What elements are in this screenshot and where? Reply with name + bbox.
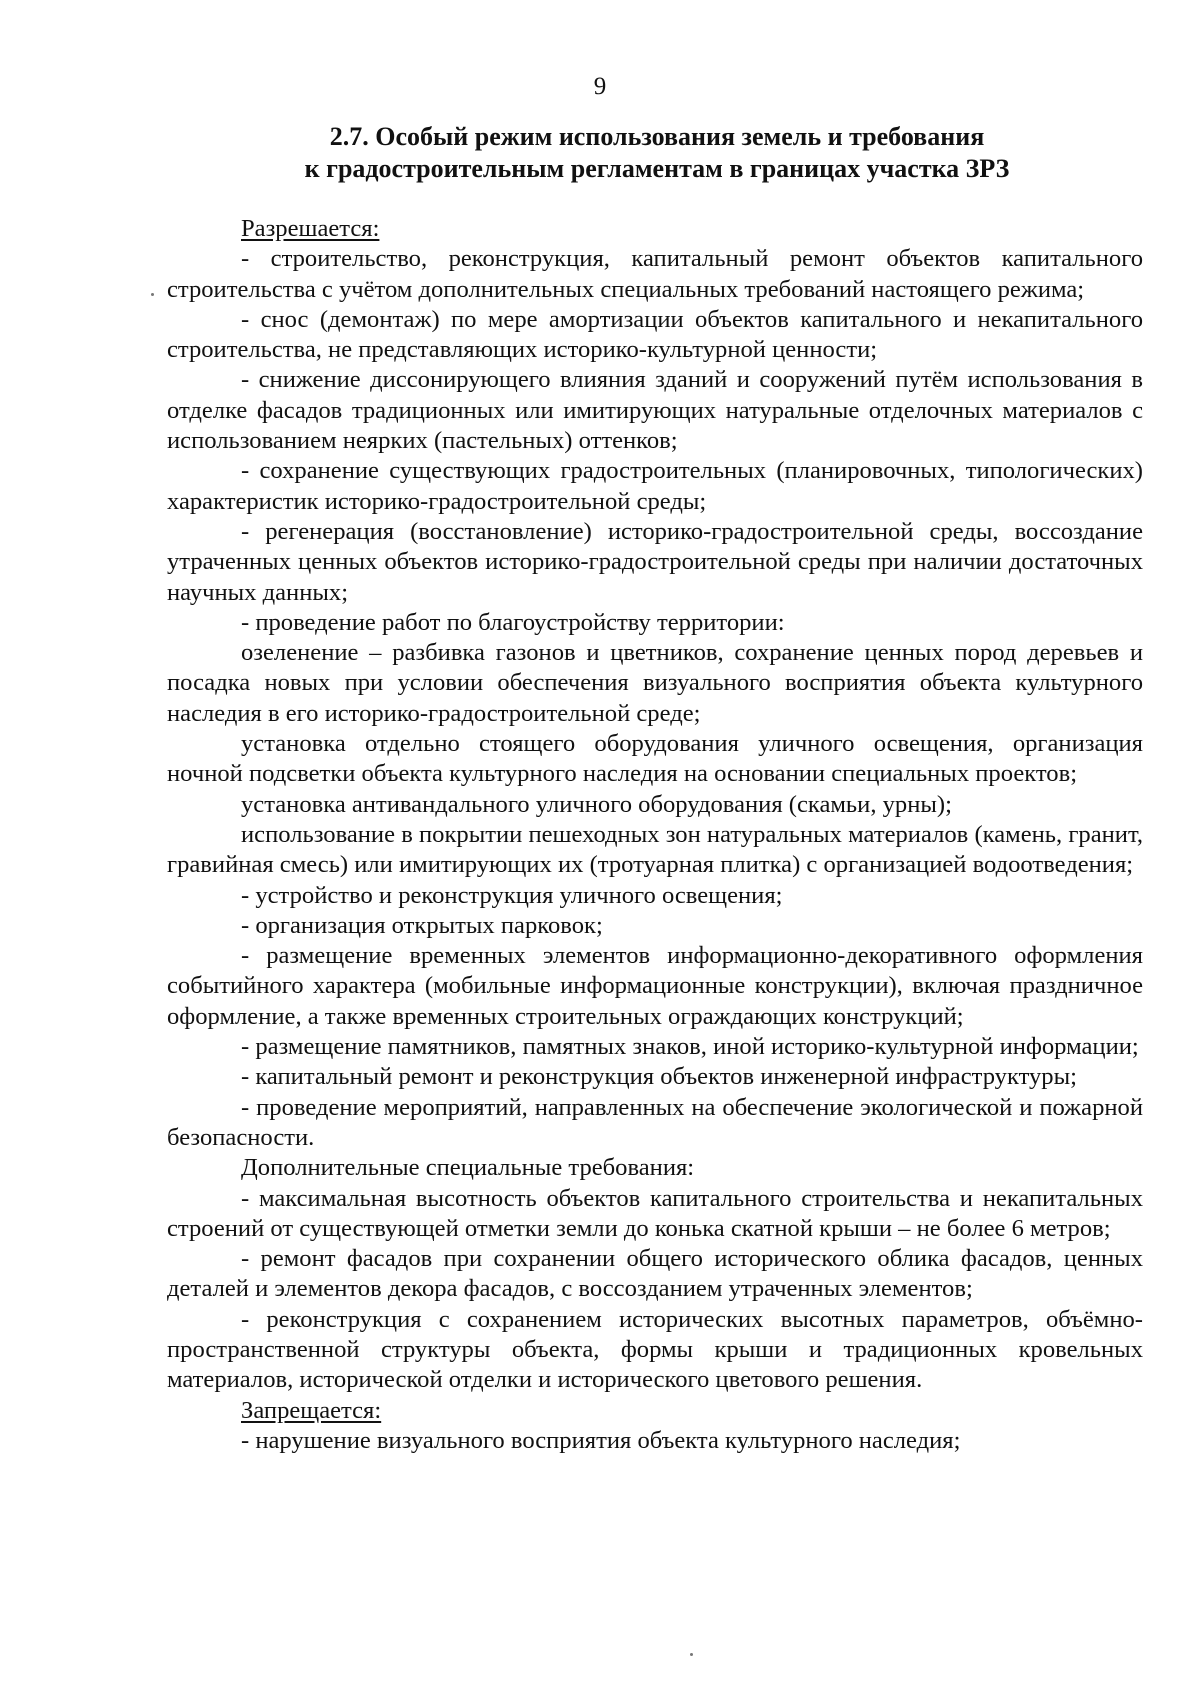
list-paragraph: - реконструкция с сохранением исторических высотных параметров, объёмно-пространственной структуры объекта, формы крыши и традиционных кровельных материалов, исторической отделки и исторического цветового решения. (167, 1305, 1143, 1394)
list-paragraph: - регенерация (восстановление) историко-градостроительной среды, воссоздание утраченных ценных объектов историко-градостроительной среды при наличии достаточных научных данных; (167, 517, 1143, 606)
list-paragraph: установка отдельно стоящего оборудования уличного освещения, организация ночной подсветки объекта культурного наследия на основании специальных проектов; (167, 730, 1143, 788)
heading-line-2: к градостроительным регламентам в границах участка ЗРЗ (304, 154, 1010, 183)
list-paragraph: - сохранение существующих градостроительных (планировочных, типологических) характеристик историко-градостроительной среды; (167, 457, 1143, 515)
section-heading (150, 121, 1164, 185)
permitted-list (167, 244, 1143, 1153)
list-paragraph: - нарушение визуального восприятия объекта культурного наследия; (241, 1426, 961, 1454)
heading-line-1: 2.7. Особый режим использования земель и требования (329, 122, 985, 151)
list-paragraph: использование в покрытии пешеходных зон натуральных материалов (камень, гранит, гравийная смесь) или имитирующих их (тротуарная плитка) с организацией водоотведения; (167, 820, 1143, 879)
list-paragraph: озеленение – разбивка газонов и цветников, сохранение ценных пород деревьев и посадка новых при условии обеспечения визуального восприятия объекта культурного наследия в его историко-градостроительной среде; (167, 639, 1143, 727)
prohibited-label-paragraph (167, 1396, 1143, 1426)
permitted-label-paragraph (167, 214, 1143, 244)
list-paragraph: - капитальный ремонт и реконструкция объектов инженерной инфраструктуры; (241, 1063, 1077, 1091)
list-paragraph: - максимальная высотность объектов капитального строительства и некапитальных строений от существующей отметки земли до конька скатной крыши – не более 6 метров; (167, 1184, 1143, 1242)
list-paragraph: - организация открытых парковок; (241, 911, 603, 939)
additional-requirements-list (167, 1184, 1143, 1396)
list-paragraph: - строительство, реконструкция, капитальный ремонт объектов капитального строительства с учётом дополнительных специальных требований настоящего режима; (167, 245, 1143, 303)
list-paragraph: - проведение мероприятий, направленных на обеспечение экологической и пожарной безопасности. (167, 1093, 1143, 1151)
document-body (167, 214, 1143, 1456)
scan-speck (690, 1653, 693, 1656)
list-paragraph: - устройство и реконструкция уличного освещения; (241, 881, 783, 909)
page-number: 9 (593, 73, 607, 100)
additional-label: Дополнительные специальные требования: (241, 1154, 695, 1182)
list-paragraph: - размещение временных элементов информационно-декоративного оформления событийного характера (мобильные информационные конструкции), включая праздничное оформление, а также временных строительных ограждающих конструкций; (167, 942, 1143, 1030)
list-paragraph: - ремонт фасадов при сохранении общего исторического облика фасадов, ценных деталей и элементов декора фасадов, с воссозданием утраченных элементов; (167, 1245, 1143, 1303)
permitted-label: Разрешается: (241, 215, 380, 242)
list-paragraph: установка антивандального уличного оборудования (скамьи, урны); (241, 790, 952, 818)
list-paragraph: - проведение работ по благоустройству территории: (241, 608, 785, 636)
list-paragraph: - размещение памятников, памятных знаков, иной историко-культурной информации; (241, 1033, 1139, 1061)
list-paragraph: - снижение диссонирующего влияния зданий и сооружений путём использования в отделке фасадов традиционных или имитирующих натуральные отделочных материалов с использованием неярких (пастельных) оттенков; (167, 366, 1143, 455)
prohibited-label: Запрещается: (241, 1396, 382, 1424)
prohibited-list (167, 1426, 1143, 1456)
list-paragraph: - снос (демонтаж) по мере амортизации объектов капитального и некапитального строительства, не представляющих историко-культурной ценности; (167, 305, 1143, 364)
scan-speck (151, 293, 154, 296)
